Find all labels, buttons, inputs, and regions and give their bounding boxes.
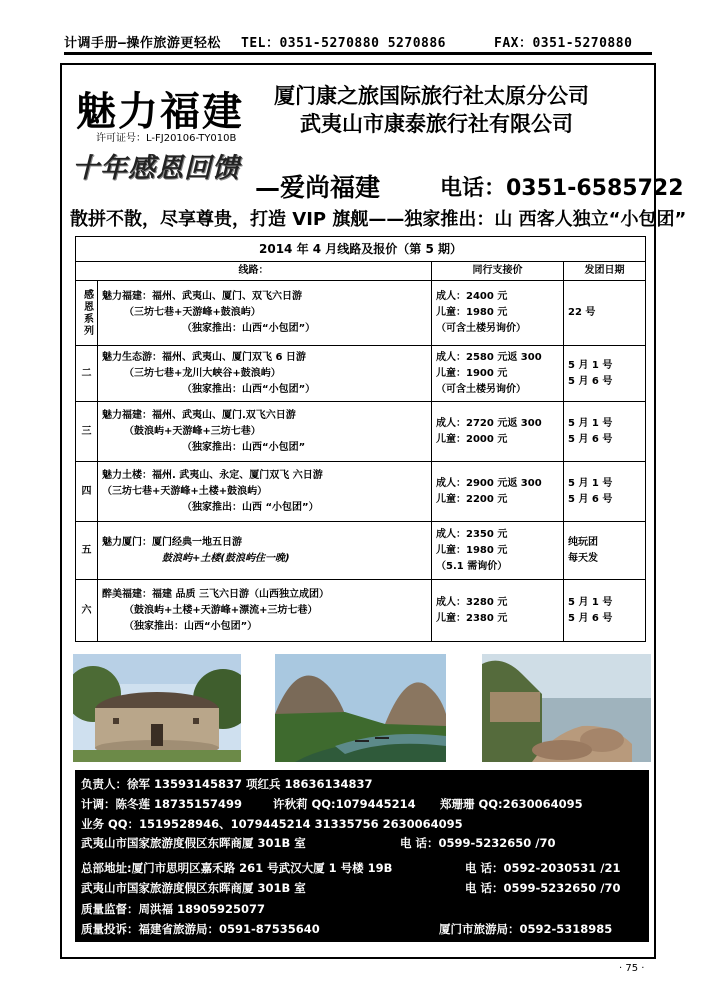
departure-date: 5 月 1 号 (568, 477, 613, 489)
row-number: 四 (76, 462, 98, 522)
promo-line: 散拼不散，尽享尊贵，打造 VIP 旗舰——独家推出：山 西客人独立“小包团” (70, 209, 687, 230)
header-route: 线路： (76, 262, 432, 281)
departure-date: 5 月 6 号 (568, 375, 613, 387)
table-row (76, 402, 646, 462)
contact-business-qq: 业务 QQ：1519528946、1079445214 31335756 2630064095 (81, 817, 463, 831)
route-line: （三坊七巷+天游峰+土楼+鼓浪屿） (102, 485, 268, 497)
route-line: 魅力福建：福州、武夷山、厦门.双飞六日游 (102, 409, 296, 421)
price-note: （可含土楼另询价） (436, 323, 526, 334)
price-note: （可含土楼另询价） (436, 383, 526, 395)
price-adult: 成人：2900 元返 300 (436, 477, 542, 489)
route-cell (98, 402, 432, 462)
departure-date: 22 号 (568, 307, 596, 318)
route-line: （独家推出：山西“小包团” (182, 441, 306, 453)
departure-date: 5 月 6 号 (568, 612, 613, 624)
contact-operator-3: 郑珊珊 QQ:2630064095 (440, 797, 583, 811)
price-child: 儿童：1980 元 (436, 307, 508, 318)
anniversary-slogan: 十年感恩回馈 (72, 153, 240, 184)
wuyi-mountain-photo (275, 654, 446, 762)
table-row (76, 462, 646, 522)
row-number: 六 (76, 580, 98, 642)
route-line: 魅力生态游：福州、武夷山、厦门双飞 6 日游 (102, 351, 306, 363)
price-adult: 成人：2580 元返 300 (436, 351, 542, 363)
departure-date: 5 月 6 号 (568, 433, 613, 445)
price-cell (432, 580, 564, 642)
contact-wuyishan-phone: 电 话：0599-5232650 /70 (400, 836, 556, 850)
price-cell (432, 522, 564, 580)
price-child: 儿童：2200 元 (436, 493, 508, 505)
header-price: 同行支接价 (432, 262, 564, 281)
price-child: 儿童：1980 元 (436, 544, 508, 556)
route-line: （鼓浪屿+天游峰+三坊七巷） (124, 425, 261, 437)
contact-manager: 负责人：徐军 13593145837 项红兵 18636134837 (81, 777, 373, 791)
departure-date: 5 月 1 号 (568, 417, 613, 429)
price-cell (432, 346, 564, 402)
row-number: 二 (76, 346, 98, 402)
price-child: 儿童：1900 元 (436, 367, 508, 379)
route-line: 魅力福建：福州、武夷山、厦门、双飞六日游 (102, 291, 302, 302)
price-adult: 成人：2400 元 (436, 291, 508, 302)
departure-date: 5 月 6 号 (568, 493, 613, 505)
gulangyu-coast-photo (482, 654, 651, 762)
route-line: 醉美福建：福建 品质 三飞六日游（山西独立成团） (102, 588, 329, 600)
row-number (76, 281, 98, 346)
departure-date: 5 月 1 号 (568, 596, 613, 608)
price-cell (432, 462, 564, 522)
route-cell (98, 462, 432, 522)
route-cell (98, 580, 432, 642)
header-slogan: 计调手册—操作旅游更轻松 (64, 36, 221, 51)
price-cell (432, 281, 564, 346)
company-name-1: 厦门康之旅国际旅行社太原分公司 (274, 84, 589, 108)
date-cell (564, 522, 646, 580)
price-adult: 成人：3280 元 (436, 596, 508, 608)
table-row (76, 580, 646, 642)
table-title: 2014 年 4 月线路及报价（第 5 期） (76, 237, 646, 262)
row-number: 五 (76, 522, 98, 580)
contact-wuyishan-address: 武夷山市国家旅游度假区东晖商厦 301B 室 (81, 836, 306, 850)
route-line: （独家推出：山西 “小包团”） (182, 501, 319, 513)
route-line: （独家推出：山西“小包团”） (124, 620, 258, 632)
price-child: 儿童：2380 元 (436, 612, 508, 624)
date-cell (564, 346, 646, 402)
contact-hq-phone: 电 话：0592-2030531 /21 (465, 861, 621, 875)
price-adult: 成人：2720 元返 300 (436, 417, 542, 429)
table-row (76, 281, 646, 346)
contact-quality-supervision: 质量监督：周洪福 18905925077 (81, 902, 266, 916)
company-name-2: 武夷山市康泰旅行社有限公司 (300, 112, 573, 136)
row-number: 三 (76, 402, 98, 462)
route-line: 魅力土楼：福州. 武夷山、永定、厦门双飞 六日游 (102, 469, 323, 481)
top-header (64, 30, 652, 55)
route-line: （独家推出：山西“小包团”） (182, 323, 316, 334)
row-number-text: 感恩系列 (81, 289, 93, 337)
contact-operator-2: 许秋莉 QQ:1079445214 (273, 797, 416, 811)
contact-phone: 电话：0351-6585722 (440, 176, 684, 201)
route-cell (98, 346, 432, 402)
date-cell (564, 580, 646, 642)
departure-date: 5 月 1 号 (568, 359, 613, 371)
price-adult: 成人：2350 元 (436, 528, 508, 540)
departure-date: 每天发 (568, 552, 598, 564)
price-note: （5.1 需询价） (436, 560, 508, 572)
route-cell (98, 522, 432, 580)
route-cell (98, 281, 432, 346)
price-child: 儿童：2000 元 (436, 433, 508, 445)
route-line: （鼓浪屿+土楼+天游峰+漂流+三坊七巷） (124, 604, 318, 616)
header-tel: TEL：0351-5270880 5270886 (241, 36, 447, 51)
table-header-row (76, 262, 646, 281)
contact-wuyishan-address-2: 武夷山市国家旅游度假区东晖商厦 301B 室 (81, 881, 306, 895)
route-line: 鼓浪屿+土楼(鼓浪屿住一晚) (162, 552, 290, 564)
date-cell (564, 281, 646, 346)
table-row (76, 346, 646, 402)
header-date: 发团日期 (564, 262, 646, 281)
route-line: 魅力厦门：厦门经典一地五日游 (102, 536, 242, 548)
price-cell (432, 402, 564, 462)
contact-complaint-fujian: 质量投诉：福建省旅游局：0591-87535640 (81, 922, 320, 936)
contact-block (75, 770, 649, 942)
page-number: · 75 · (619, 963, 645, 974)
license-number: 许可证号：L-FJ20106-TY010B (96, 133, 237, 144)
table-row (76, 522, 646, 580)
header-fax: FAX：0351-5270880 (494, 36, 633, 51)
contact-complaint-xiamen: 厦门市旅游局：0592-5318985 (439, 922, 613, 936)
date-cell (564, 402, 646, 462)
contact-wuyishan-phone-2: 电 话：0599-5232650 /70 (465, 881, 621, 895)
route-line: （三坊七巷+龙川大峡谷+鼓浪屿） (124, 367, 281, 379)
love-fujian-slogan: —爱尚福建 (255, 173, 381, 202)
date-cell (564, 462, 646, 522)
contact-operator-1: 计调：陈冬莲 18735157499 (81, 797, 243, 811)
table-title-row (76, 237, 646, 262)
brand-title: 魅力福建 (76, 88, 244, 135)
route-line: （三坊七巷+天游峰+鼓浪屿） (124, 307, 261, 318)
tulou-photo (73, 654, 241, 762)
route-line: （独家推出：山西“小包团”） (182, 383, 316, 395)
routes-table (75, 236, 646, 642)
contact-hq-address: 总部地址:厦门市思明区嘉禾路 261 号武汉大厦 1 号楼 19B (81, 861, 393, 875)
departure-date: 纯玩团 (568, 536, 598, 548)
